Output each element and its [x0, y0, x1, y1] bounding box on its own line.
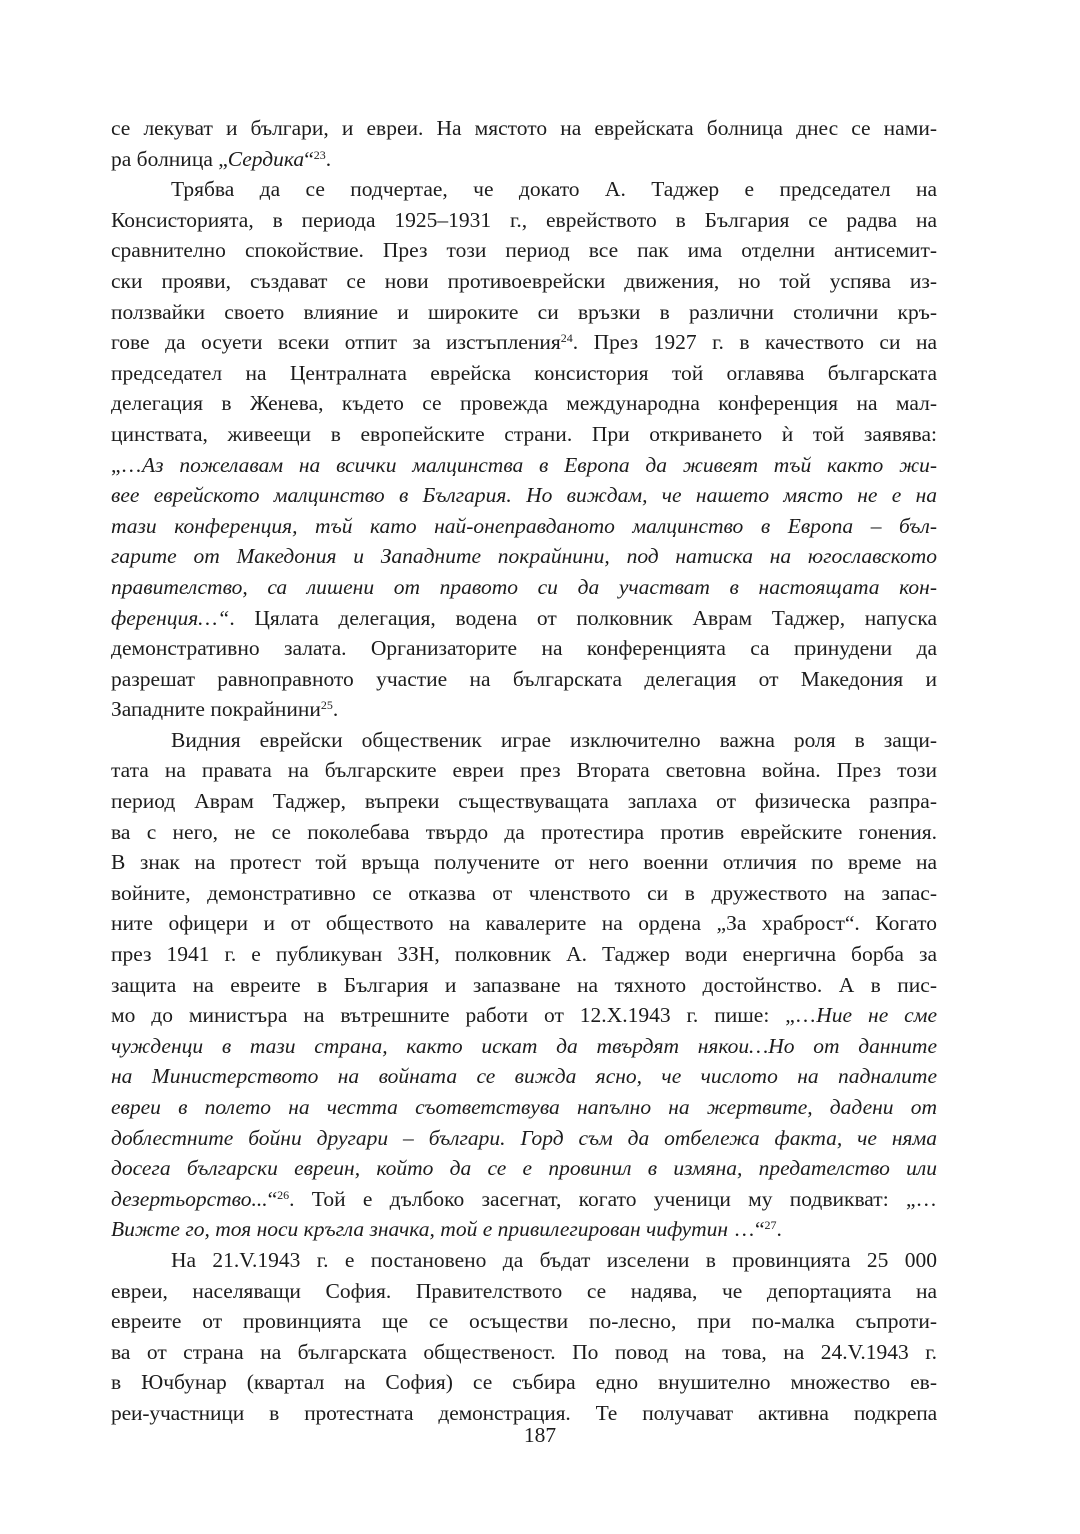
text-line [111, 1000, 937, 1031]
italic-quote: дезертьорство... [111, 1186, 268, 1211]
text-run: войните, демонстративно се отказва от членството си в дружеството на запас- [111, 880, 937, 905]
text-line [111, 755, 937, 786]
text-run: сравнително спокойствие. През този период все пак има отделни антисемит- [111, 238, 937, 263]
text-line [111, 603, 937, 634]
text-line [111, 266, 937, 297]
text-run: председател на Централната еврейска консистория той оглавява българската [111, 360, 937, 385]
text-line [111, 1092, 937, 1123]
text-line [111, 1306, 937, 1337]
text-run: Западните покрайнини [111, 697, 321, 722]
text-run: делегация в Женева, където се провежда международна конференция на мал- [111, 391, 937, 416]
text-line [111, 1367, 937, 1398]
text-line [111, 113, 937, 144]
text-line [111, 1245, 937, 1276]
text-line [111, 174, 937, 205]
italic-quote: гарите от Македония и Западните покрайнини, под натиска на югославското [111, 544, 937, 569]
italic-quote: тази конференция, тъй като най-онеправданото малцинство в Европа – бъл- [111, 513, 937, 538]
text-run: демонстративно залата. Организаторите на конференцията са принудени да [111, 636, 937, 661]
text-run: ски прояви, създават се нови противоеврейски движения, но той успява из- [111, 268, 937, 293]
text-line [111, 511, 937, 542]
text-run: мо до министъра на вътрешните работи от 12.X.1943 г. пише: „… [111, 1003, 817, 1028]
text-run: Видния еврейски общественик играе изключително важна роля в защи- [171, 727, 937, 752]
text-line [111, 908, 937, 939]
footnote-ref: 24 [560, 331, 573, 346]
text-run: гове да осуети всеки отпит за изстъпления [111, 330, 561, 355]
text-run: …“ [728, 1217, 765, 1242]
text-line [111, 1184, 937, 1215]
italic-quote: чужденци в тази страна, както искат да твърдят някои…Но от данните [111, 1033, 937, 1058]
text-run: цинствата, живеещи в европейските страни. При откриването ѝ той заявява: [111, 421, 937, 446]
text-run: евреи, населяващи София. Правителството се надява, че депортацията на [111, 1278, 937, 1303]
text-run: реи-участници в протестната демонстрация. Те получават активна подкрепа [111, 1400, 937, 1425]
text-line [111, 480, 937, 511]
text-line [111, 847, 937, 878]
text-run: ните офицери и от обществото на кавалерите на ордена „За храброст“. Когато [111, 911, 937, 936]
footnote-ref: 27 [764, 1218, 777, 1233]
text-line [111, 1031, 937, 1062]
text-run: . [332, 697, 339, 722]
italic-quote: вее еврейското малцинство в България. Но виждам, че нашето място не е на [111, 483, 937, 508]
italic-quote: правителство, са лишени от правото си да участват в настоящата кон- [111, 574, 937, 599]
text-line [111, 633, 937, 664]
italic-quote: досега български евреин, който да се е провинил в измяна, предателство или [111, 1156, 937, 1181]
text-run: период Аврам Таджер, въпреки съществуващата заплаха от физическа разпра- [111, 789, 937, 814]
text-run: . Той е дълбоко засегнат, когато ученици му подвикват: „… [289, 1186, 937, 1211]
footnote-ref: 25 [320, 698, 333, 713]
text-run: в Ючбунар (квартал на София) се събира едно внушително множество ев- [111, 1370, 937, 1395]
text-run: евреите от провинцията ще се осъществи по-лесно, при по-малка съпроти- [111, 1309, 937, 1334]
text-run: Консисторията, в периода 1925–1931 г., еврейството в България се радва на [111, 207, 937, 232]
text-run: . [776, 1217, 782, 1242]
text-line [111, 1123, 937, 1154]
text-line [111, 327, 937, 358]
text-run: ра болница „ [111, 146, 228, 171]
text-line [111, 1214, 937, 1245]
footnote-ref: 26 [277, 1187, 290, 1202]
text-run: ва с него, не се поколебава твърдо да протестира против еврейските гонения. [111, 819, 937, 844]
italic-quote: Сердика [227, 146, 305, 171]
text-line [111, 205, 937, 236]
text-line [111, 235, 937, 266]
italic-quote: ференция…“ [111, 605, 230, 630]
text-line [111, 1061, 937, 1092]
text-line [111, 450, 937, 481]
italic-quote: Ние не сме [816, 1003, 937, 1028]
text-line [111, 664, 937, 695]
text-line [111, 786, 937, 817]
italic-quote: Аз пожелавам на всички малцинства в Европа да живеят тъй както жи- [142, 452, 937, 477]
text-run: през 1941 г. е публикуван ЗЗН, полковник А. Таджер води енергична борба за [111, 942, 937, 967]
page-number: 187 [523, 1423, 557, 1447]
text-line [111, 1337, 937, 1368]
italic-quote: Вижте го, тоя носи кръгла значка, той е привилегирован чифутин [111, 1217, 729, 1242]
text-line [111, 1153, 937, 1184]
text-line [111, 1276, 937, 1307]
text-line [111, 358, 937, 389]
text-run: . През 1927 г. в качеството си на [572, 330, 937, 355]
book-page-text [111, 113, 937, 1429]
text-line [111, 419, 937, 450]
text-run: В знак на протест той връща получените от него военни отличия по време на [111, 850, 937, 875]
text-line [111, 878, 937, 909]
footnote-ref: 23 [313, 147, 326, 162]
text-run: защита на евреите в България и запазване на тяхното достойнство. А в пис- [111, 972, 937, 997]
text-run: разрешат равноправното участие на българската делегация от Македония и [111, 666, 937, 691]
text-run: . Цялата делегация, водена от полковник Аврам Таджер, напуска [229, 605, 937, 630]
text-run: “ [304, 146, 314, 171]
text-run: На 21.V.1943 г. е постановено да бъдат изселени в провинцията 25 000 [171, 1247, 937, 1272]
text-line [111, 694, 937, 725]
text-run: „… [111, 452, 143, 477]
text-line [111, 939, 937, 970]
text-line [111, 541, 937, 572]
text-run: Трябва да се подчертае, че докато А. Таджер е председател на [171, 177, 937, 202]
text-run: тата на правата на българските евреи през Втората световна война. През този [111, 758, 937, 783]
text-run: . [325, 146, 332, 171]
italic-quote: евреи в полето на честта съответствува напълно на жертвите, дадени от [111, 1095, 937, 1119]
italic-quote: доблестните бойни другари – българи. Горд съм да отбележа факта, че няма [111, 1125, 937, 1150]
text-line [111, 297, 937, 328]
text-run: ва от страна на българската общественост. По повод на това, на 24.V.1943 г. [111, 1339, 937, 1364]
italic-quote: на Министерството на войната се вижда ясно, че числото на падналите [111, 1064, 937, 1089]
text-run: ползвайки своето влияние и широките си връзки в различни столични кръ- [111, 299, 937, 324]
text-line [111, 970, 937, 1001]
text-line [111, 817, 937, 848]
text-line [111, 144, 937, 175]
text-run: “ [267, 1186, 278, 1211]
text-run: се лекуват и българи, и евреи. На мястото на еврейската болница днес се нами- [111, 116, 937, 140]
text-line [111, 572, 937, 603]
text-line [111, 388, 937, 419]
text-line [111, 725, 937, 756]
